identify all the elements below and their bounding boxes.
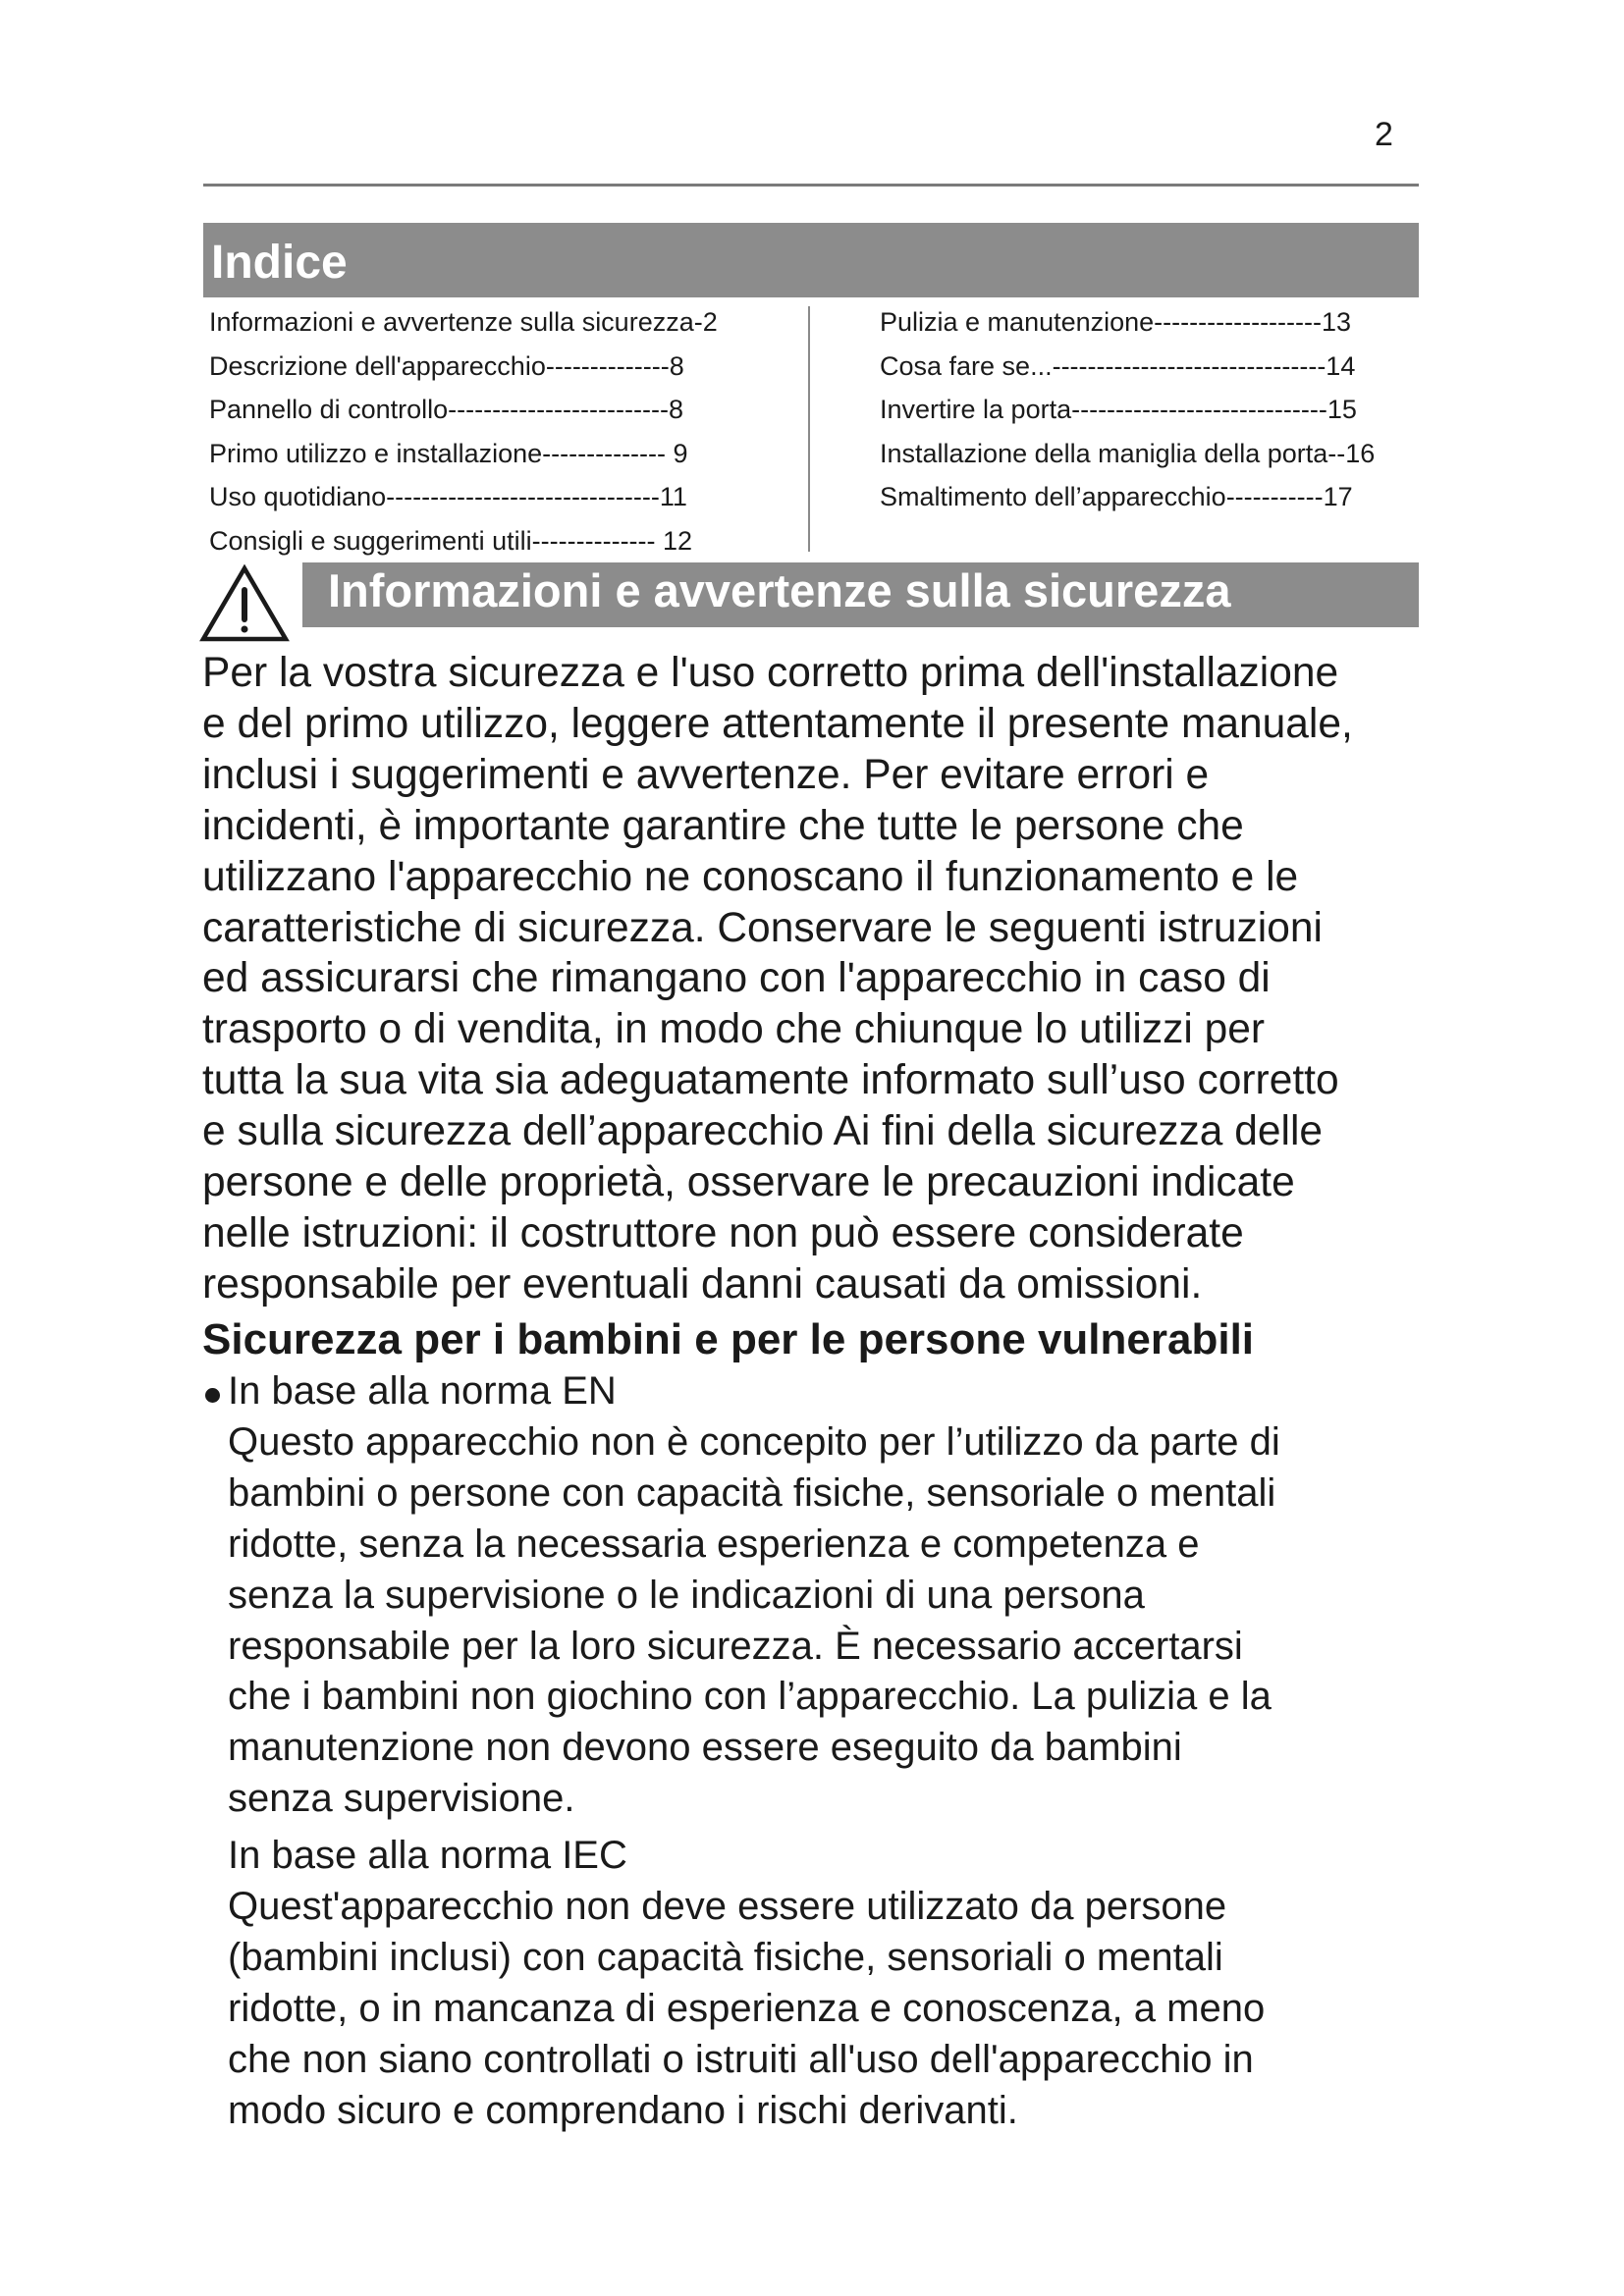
text-line: ridotte, o in mancanza di esperienza e conoscenza, a meno [228, 1986, 1266, 2030]
toc-item[interactable]: Pulizia e manutenzione-------------------13 [880, 307, 1352, 337]
toc-item[interactable]: Installazione della maniglia della porta--16 [880, 438, 1376, 468]
text-line: utilizzano l'apparecchio ne conoscano il funzionamento e le [202, 853, 1299, 900]
en-norm-block [228, 1366, 1426, 1825]
toc-item[interactable]: Uso quotidiano-------------------------------11 [209, 482, 687, 512]
text-line: senza supervisione. [228, 1777, 575, 1821]
warning-triangle-icon [199, 564, 290, 643]
toc-item[interactable]: Pannello di controllo-------------------------8 [209, 395, 683, 425]
text-line: senza la supervisione o le indicazioni di una persona [228, 1573, 1145, 1617]
toc-title: Indice [203, 223, 1419, 297]
toc-right-column [880, 300, 1404, 519]
text-line: nelle istruzioni: il costruttore non può essere considerate [202, 1209, 1244, 1256]
toc-item[interactable]: Smaltimento dell’apparecchio-----------17 [880, 482, 1353, 512]
intro-paragraph [202, 648, 1430, 1310]
text-line: e del primo utilizzo, leggere attentamente il presente manuale, [202, 700, 1353, 747]
text-line: manutenzione non devono essere eseguito da bambini [228, 1726, 1182, 1770]
toc-item[interactable]: Cosa fare se...-------------------------------14 [880, 350, 1356, 381]
text-line: tutta la sua vita sia adeguatamente informato sull’uso corretto [202, 1057, 1339, 1104]
text-line: inclusi i suggerimenti e avvertenze. Per evitare errori e [202, 751, 1210, 798]
text-line: (bambini inclusi) con capacità fisiche, sensoriali o mentali [228, 1935, 1223, 1979]
toc-item[interactable]: Invertire la porta-----------------------------15 [880, 395, 1357, 425]
text-line: responsabile per eventuali danni causati da omissioni. [202, 1260, 1203, 1308]
section-title: Informazioni e avvertenze sulla sicurezza [302, 562, 1419, 627]
text-line: che i bambini non giochino con l’apparecchio. La pulizia e la [228, 1675, 1272, 1719]
text-line: trasporto o di vendita, in modo che chiunque lo utilizzi per [202, 1006, 1266, 1053]
text-line: Quest'apparecchio non deve essere utilizzato da persone [228, 1884, 1227, 1928]
toc-left-column [209, 300, 745, 563]
text-line: ridotte, senza la necessaria esperienza e competenza e [228, 1522, 1200, 1566]
header-rule [203, 184, 1419, 187]
text-line: Questo apparecchio non è concepito per l’utilizzo da parte di [228, 1419, 1280, 1464]
text-line: incidenti, è importante garantire che tutte le persone che [202, 802, 1244, 849]
text-line: bambini o persone con capacità fisiche, sensoriale o mentali [228, 1470, 1276, 1515]
children-safety-heading: Sicurezza per i bambini e per le persone vulnerabili [202, 1315, 1255, 1363]
text-line: persone e delle proprietà, osservare le precauzioni indicate [202, 1159, 1295, 1206]
toc-item[interactable]: Informazioni e avvertenze sulla sicurezza-2 [209, 307, 718, 337]
toc-column-divider [808, 306, 810, 552]
bullet-icon [205, 1388, 220, 1403]
text-line: In base alla norma EN [228, 1369, 617, 1413]
page-number: 2 [1375, 116, 1393, 153]
text-line: responsabile per la loro sicurezza. È necessario accertarsi [228, 1624, 1243, 1668]
iec-norm-block [228, 1831, 1426, 2136]
text-line: che non siano controllati o istruiti all'uso dell'apparecchio in [228, 2037, 1254, 2081]
text-line: modo sicuro e comprendano i rischi derivanti. [228, 2088, 1018, 2132]
toc-item[interactable]: Descrizione dell'apparecchio--------------8 [209, 350, 684, 381]
text-line: ed assicurarsi che rimangano con l'apparecchio in caso di [202, 955, 1271, 1002]
text-line: Per la vostra sicurezza e l'uso corretto prima dell'installazione [202, 650, 1339, 696]
text-line: In base alla norma IEC [228, 1834, 627, 1877]
text-line: caratteristiche di sicurezza. Conservare le seguenti istruzioni [202, 904, 1323, 951]
toc-item[interactable]: Consigli e suggerimenti utili-------------- 12 [209, 525, 693, 556]
text-line: e sulla sicurezza dell’apparecchio Ai fini della sicurezza delle [202, 1108, 1324, 1155]
toc-item[interactable]: Primo utilizzo e installazione-------------- 9 [209, 438, 688, 468]
